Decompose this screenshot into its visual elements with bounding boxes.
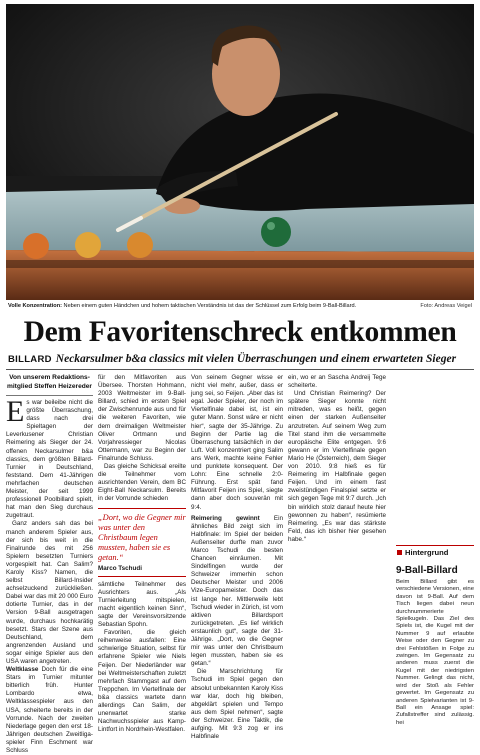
caption-bold: Volle Konzentration: xyxy=(8,303,62,309)
photo-caption xyxy=(6,301,474,311)
paragraph: Von seinem Gegner wisse er nicht viel mehr, außer, dass er jung sei, so Feijen. „Aber das ist egal. Jeder Spieler, der noch im Viertelfinale dabei ist, ist ein guter Mann. Sonst wäre er nicht hier“, sagte der 35-Jährige. Zu Beginn der Partie lag die Überraschung tatsächlich in der Luft. Voll konzentriert ging Salim ans Werk, machte keine Fehler und punktete konsequent. Der Lohn: Eine schnelle 2:0-Führung. Erst spät fand Mitfavorit Feijen ins Spiel, siegte dann aber doch souverän mit 9:4. xyxy=(191,374,283,511)
infobox-text: Beim Billard gibt es verschiedene Versionen, eine davon ist 9-Ball. Auf dem Tisch liegen dabei neun durchnummerierte Spielkugeln. Das Ziel des Spiels ist, die Kugel mit der Nummer 9 auf erlaubte Weise oder den Gegner zu drei Fehlstößen in Folge zu zwingen. Im Gegensatz zu anderen muss zuerst die Kugel mit der niedrigsten Nummer. Gelingt das nicht, wird der Stoß als Fehler gewertet. Im Gegensatz zu anderen Spielvarianten ist 9-Ball ein Ansage spiel: Zufallstreffer sind zulässig. hei xyxy=(396,579,474,726)
paragraph xyxy=(6,395,93,520)
subheading: Weltklasse xyxy=(6,666,39,674)
byline-line-1: Von unserem Redaktions- xyxy=(9,374,90,381)
paragraph-text: Doch für die eine Stars im Turnier mitunter bitterlich früh. Hunter Lombardo etwa, Weltklassespieler aus den USA, scheiterte bereits in der Vorrunde. Nach der zweiten Niederlage gegen den erst 18-Jährigen deutschen Zweitliga-spieler Finn Eschment war Schluss xyxy=(6,666,93,755)
byline xyxy=(6,374,93,391)
background-infobox xyxy=(396,545,474,727)
caption-body: Neben einem guten Händchen und hohem taktischen Verständnis ist das der Schlüssel zum Erfolg beim 9-Ball-Billard. xyxy=(61,303,357,309)
paragraph: ein, wo er an Sascha Andreij Tege scheiterte. xyxy=(288,374,386,390)
pull-quote xyxy=(98,508,186,577)
paragraph: sämtliche Teilnehmer des Ausrichters aus. „Als Turnierleitung mitspielen, macht eigentlich keinen Sinn“, sagte der Vereinsvorsitzende Sebastian Spohn. xyxy=(98,580,186,629)
section-kicker: BILLARD xyxy=(8,354,52,365)
drop-cap: E xyxy=(6,395,25,428)
infobox-header xyxy=(396,545,474,558)
article-column-1 xyxy=(6,374,93,755)
caption-text xyxy=(8,301,356,311)
byline-line-2: mitglied Steffen Heizereder xyxy=(6,382,92,390)
billiard-player-image xyxy=(6,4,474,300)
pull-quote-text: „Dort, wo die Gegner mir was unter den Christbaum legen mussten, haben sie es getan.“ xyxy=(98,512,186,562)
deck: Neckarsulmer b&a classics mit vielen Überraschungen und einem erwarteten Sieger xyxy=(55,353,457,365)
paragraph-text: s war beileibe nicht die größte Überraschung, dass nach drei Spieltagen der Leverkusener Christian Reimering als Sieger der 24. offenen Neckarsulmer b&a classics, dem größten Billard-Turnier in Deutschland, feststand. Dem 41-Jährigen mehrfachen deutschen Meister, der seit 1999 professionell Poolbillard spielt, hat man den Sieg durchaus zugetraut. xyxy=(6,399,93,520)
infobox-label: Hintergrund xyxy=(405,547,449,557)
paragraph: Das gleiche Schicksal ereilte die Teilnehmer vom ausrichtenden Verein, dem BC Eight-Ball Neckarsulm. Bereits in der Vorrunde schieden xyxy=(98,463,186,503)
article-photo xyxy=(6,4,474,300)
pull-quote-author: Marco Tschudi xyxy=(98,564,142,572)
subhead xyxy=(8,351,474,368)
paragraph: Ganz anders sah das bei manch anderem Spieler aus, der sich bis weit in die Finalrunde des mit 256 Spielern besetzten Turniers vorgespielt hat. Can Salim? Karoly Kiss? Namen, die selbst Billard-Insider achselzuckend zurückließen. Dabei war das mit 20 000 Euro dotierte Turnier, das in der Version 9-Ball ausgetragen wurde, durchaus hochkarätig besetzt. Stars der Szene aus Deutschland, dem angrenzenden Ausland und sogar einige Spieler aus den USA waren angetreten. xyxy=(6,520,93,665)
square-bullet-icon xyxy=(397,550,402,555)
subheading: Reimering gewinnt xyxy=(191,514,260,522)
paragraph xyxy=(191,515,283,669)
article-column-3 xyxy=(191,374,283,741)
paragraph: Und Christian Reimering? Der spätere Sieger konnte nicht mitreden, was es heißt, gegen einen der starken Außenseiter anzutreten. Auf seinem Weg zum Titel stand ihm die versammelte europäische Elite entgegen. 9:6 gewann er im Viertelfinale gegen Mario He (Österreich), dem Sieger von 2010. 9:8 hieß es für Reimering im Halbfinale gegen Feijen. Und im einem fast zweistündigen Finalspiel setzte er sich gegen Tege mit 9:7 durch. „Ich bin wirklich stolz darauf heute hier gewonnen zu haben“, resümierte Reimering. „Es war das stärkste Feld, das ich bisher hier gesehen habe.“ xyxy=(288,390,386,543)
headline: Dem Favoritenschreck entkommen xyxy=(23,316,457,348)
paragraph-text: Ein ähnliches Bild zeigt sich im Halbfinale: Im Spiel der beiden Außenseiter durfte man zuvor Marco Tschudi die besten Chancen einräumen. Mit Sindelfingen wurde der Schweizer immerhin schon Deutscher Meister und 2006 Vize-Europameister. Doch das ist lange her. Mittlerweile lebt Tschudi wieder in Zürich, ist vom aktiven Billardsport zurückgetreten. „Es lief wirklich erstaunlich gut“, sagte der 31-Jährige. „Dort, wo die Gegner mir was unter den Christbaum legen mussten, haben sie es getan.“ xyxy=(191,514,283,668)
paragraph xyxy=(6,666,93,755)
article-column-4 xyxy=(288,374,386,544)
infobox-title: 9-Ball-Billard xyxy=(396,565,458,576)
photo-credit: Foto: Andreas Veigel xyxy=(420,303,472,309)
headline-rule xyxy=(6,369,474,370)
article-column-2 xyxy=(98,374,186,734)
paragraph: Favoriten, die gleich reihenweise ausfallen: Eine schwierige Situation, selbst für erfahrene Spieler wie Niels Feijen. Der Niederländer war bei Weltmeisterschaften zuletzt mehrfach Stammgast auf dem Treppchen. Im Viertelfinale der b&a classics wartete dann allerdings Can Salim, der unerwartet starke Nachwuchsspieler aus Kamp-Lintfort in Nordrhein-Westfalen. xyxy=(98,629,186,734)
paragraph: für den Mitfavoriten aus Übersee. Thorsten Hohmann, 2003 Weltmeister im 9-Ball-Billard, schied im ersten Spiel der Zwischenrunde aus und für die weiteren Favoriten, wie dem dreimaligen Weltmeister Oliver Ortmann und Vorjahressieger Nicolas Ottermann, war zu Beginn der Finalrunde Schluss. xyxy=(98,374,186,462)
paragraph: Die Marschrichtung für Tschudi im Spiel gegen den absolut unbekannten Karoly Kiss war klar, doch hig bleiben, abgeklärt spielen und Tempo aus dem Spiel nehmen“, sagte der Schweizer. Eine Taktik, die aufging. Mit 9:3 zog er ins Halbfinale xyxy=(191,668,283,741)
